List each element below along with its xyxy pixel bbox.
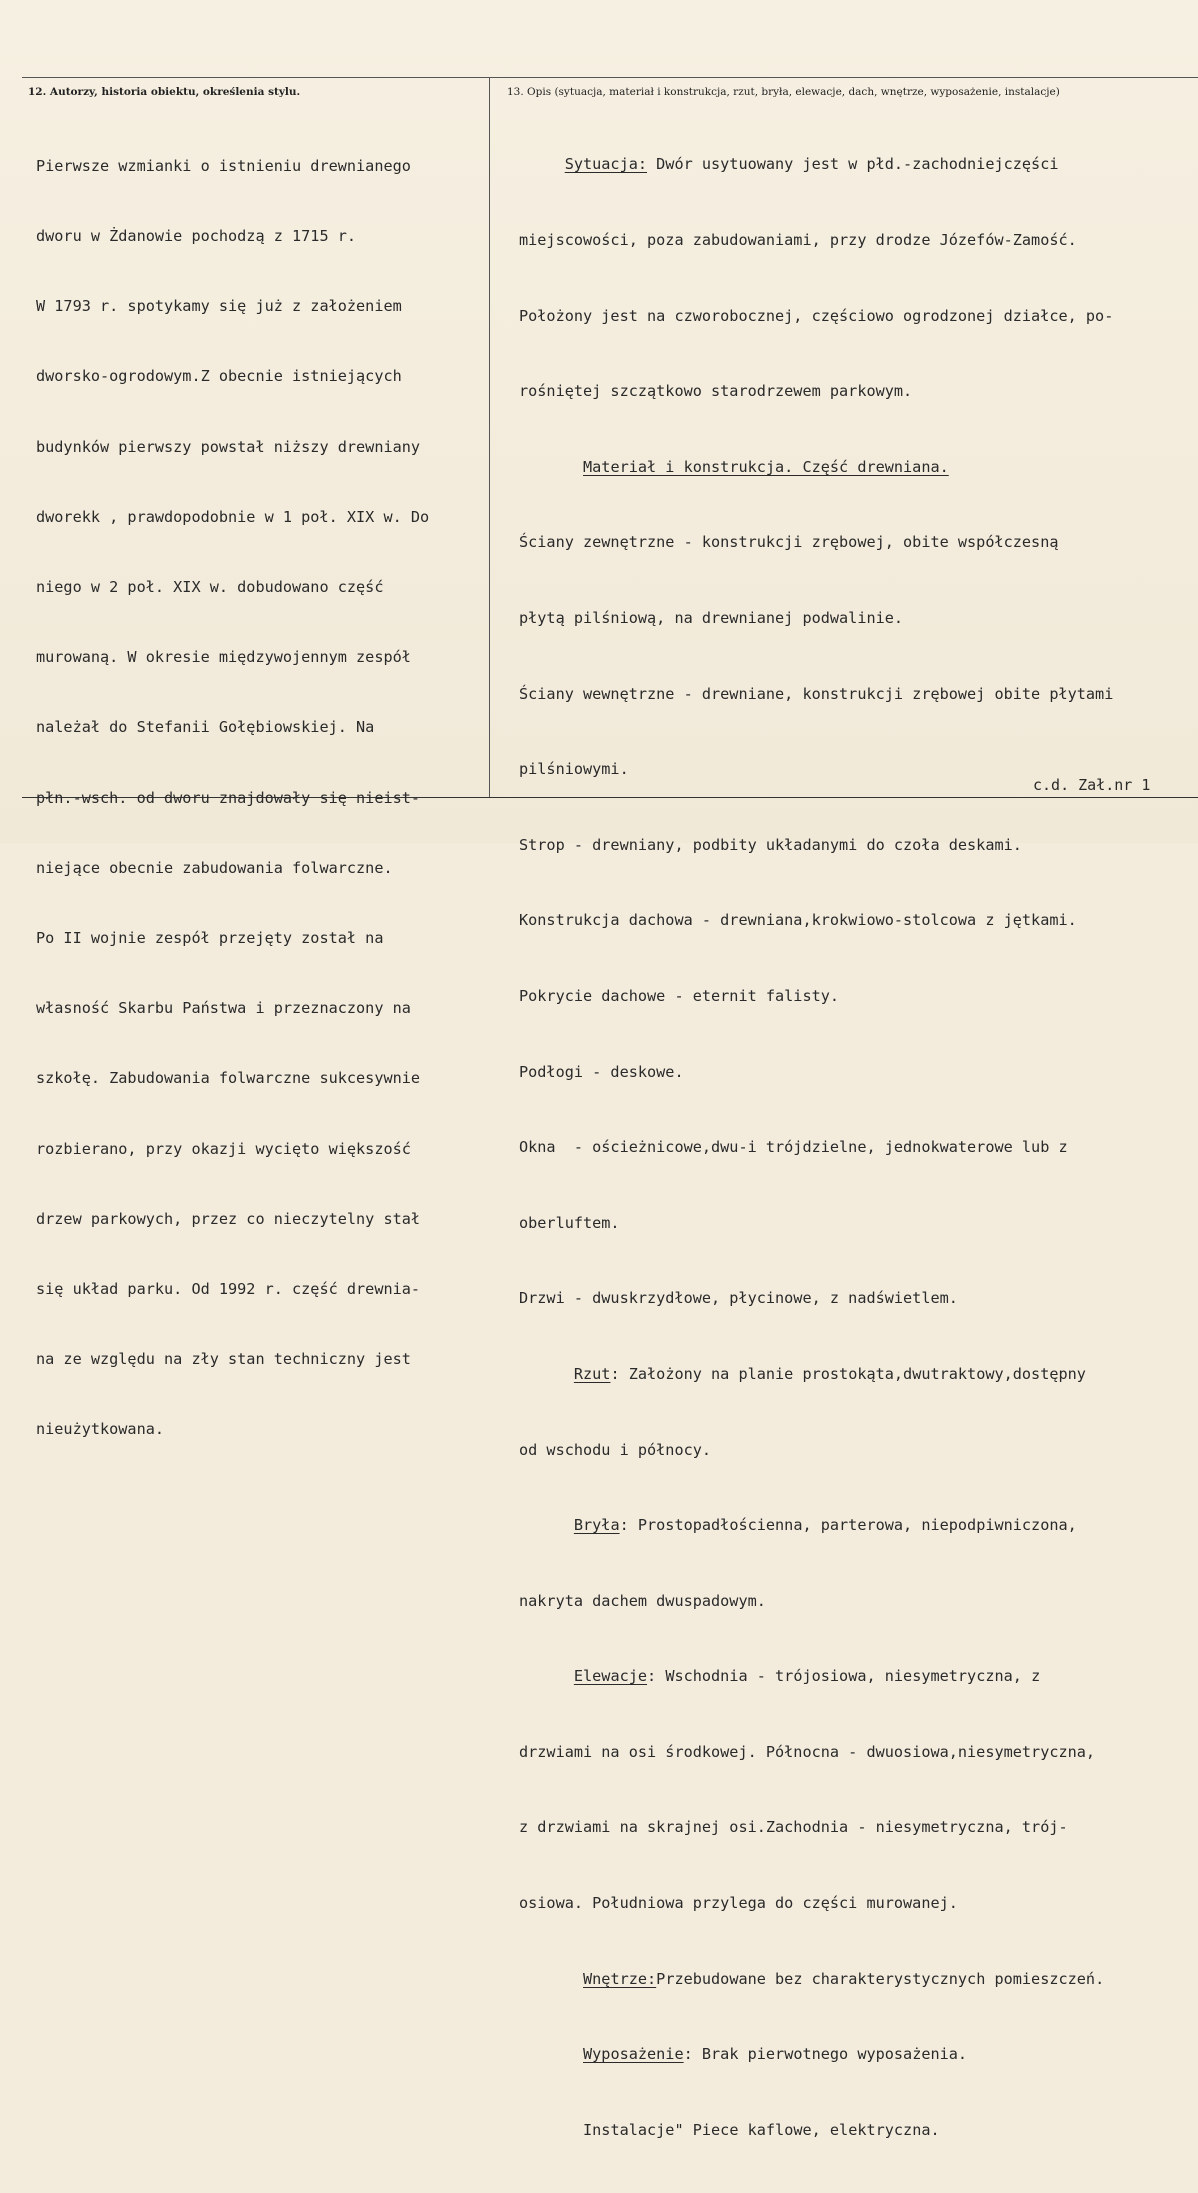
history-line: Po II wojnie zespół przejęty został na — [36, 929, 384, 948]
section-12-heading: 12. Autorzy, historia obiektu, określenia stylu. — [28, 86, 301, 98]
instalacje-line: Instalacje" Piece kaflowe, elektryczna. — [583, 2120, 940, 2139]
bryla-label: Bryła — [573, 1516, 620, 1535]
rzut-line: Rzut: Założony na planie prostokąta,dwutraktowy,dostępny — [573, 1364, 1086, 1383]
history-line: dworekk , prawdopodobnie w 1 poł. XIX w. Do — [36, 507, 430, 526]
sytuacja-line: Sytuacja: Dwór usytuowany jest w płd.-zachodniejczęści — [564, 155, 1059, 174]
sytuacja-line: miejscowości, poza zabudowaniami, przy drodze Józefów-Zamość. — [519, 231, 1077, 249]
history-line: niego w 2 poł. XIX w. dobudowano część — [36, 578, 384, 597]
wyposazenie-line: Wyposażenie: Brak pierwotnego wyposażenia. — [583, 2045, 968, 2064]
material-line: Konstrukcja dachowa - drewniana,krokwiowo-stolcowa z jętkami. — [519, 911, 1077, 930]
column-divider — [489, 78, 490, 797]
elewacje-line: Elewacje: Wschodnia - trójosiowa, niesymetryczna, z — [573, 1667, 1041, 1686]
sytuacja-line: Położony jest na czworobocznej, częściowo ogrodzonej działce, po- — [519, 306, 1114, 325]
history-line: murowaną. W okresie międzywojennym zespół — [36, 648, 411, 667]
material-line: Ściany wewnętrzne - drewniane, konstrukcji zrębowej obite płytami — [519, 684, 1114, 703]
material-line: Ściany zewnętrzne - konstrukcji zrębowej, obite współczesną — [519, 533, 1059, 552]
wnetrze-label: Wnętrze: — [583, 1969, 657, 1988]
history-line: W 1793 r. spotykamy się już z założeniem — [36, 297, 402, 316]
history-line: dworsko-ogrodowym.Z obecnie istniejących — [36, 367, 402, 386]
bryla-line: nakryta dachem dwuspadowym. — [519, 1591, 766, 1610]
history-line: Pierwsze wzmianki o istnieniu drewnianego — [36, 156, 411, 175]
section-13-heading: 13. Opis (sytuacja, materiał i konstrukcja, rzut, bryła, elewacje, dach, wnętrze, wyposażenie, instalacje) — [507, 86, 1060, 98]
description-text — [519, 102, 1113, 2193]
rzut-line: od wschodu i północy. — [519, 1440, 712, 1459]
top-rule — [22, 77, 1198, 78]
material-label: Materiał i konstrukcja. Część drewniana. — [583, 457, 949, 476]
material-line: oberluftem. — [519, 1213, 620, 1232]
material-line: Drzwi - dwuskrzydłowe, płycinowe, z nadświetlem. — [519, 1289, 958, 1308]
material-line: Pokrycie dachowe - eternit falisty. — [519, 986, 840, 1005]
continuation-note: c.d. Zał.nr 1 — [1033, 776, 1151, 794]
history-line: na ze względu na zły stan techniczny jest — [36, 1350, 411, 1369]
material-line: płytą pilśniową, na drewnianej podwalinie. — [519, 608, 904, 627]
wnetrze-line: Wnętrze:Przebudowane bez charakterystycznych pomieszczeń. — [583, 1969, 1105, 1988]
history-line: własność Skarbu Państwa i przeznaczony na — [36, 999, 411, 1018]
history-text — [36, 108, 429, 1489]
history-line: niejące obecnie zabudowania folwarczne. — [36, 858, 393, 877]
elewacje-line: drzwiami na osi środkowej. Północna - dwuosiowa,niesymetryczna, — [519, 1742, 1096, 1761]
history-line: drzew parkowych, przez co nieczytelny stał — [36, 1209, 421, 1228]
wyposazenie-label: Wyposażenie — [583, 2045, 684, 2064]
material-line: Strop - drewniany, podbity układanymi do czoła deskami. — [519, 835, 1022, 854]
material-line: Okna - ościeżnicowe,dwu-i trójdzielne, jednokwaterowe lub z — [519, 1138, 1068, 1157]
history-line: rozbierano, przy okazji wycięto większość — [36, 1139, 411, 1158]
material-line: Podłogi - deskowe. — [519, 1062, 684, 1081]
history-line: płn.-wsch. od dworu znajdowały się nieist- — [36, 788, 421, 807]
elewacje-line: osiowa. Południowa przylega do części murowanej. — [519, 1894, 958, 1913]
rzut-label: Rzut — [573, 1364, 611, 1383]
instalacje-label: Instalacje" — [583, 2120, 684, 2139]
bryla-line: Bryła: Prostopadłościenna, parterowa, niepodpiwniczona, — [573, 1516, 1077, 1535]
sytuacja-label: Sytuacja: — [564, 155, 648, 174]
elewacje-line: z drzwiami na skrajnej osi.Zachodnia - niesymetryczna, trój- — [519, 1818, 1068, 1837]
elewacje-label: Elewacje — [573, 1667, 648, 1686]
material-heading-line — [519, 455, 1113, 480]
sytuacja-line: rośniętej szczątkowo starodrzewem parkowym. — [519, 382, 913, 401]
history-line: nieużytkowana. — [36, 1420, 165, 1439]
history-line: dworu w Żdanowie pochodzą z 1715 r. — [36, 227, 357, 246]
history-line: należał do Stefanii Gołębiowskiej. Na — [36, 718, 375, 737]
material-line: pilśniowymi. — [519, 760, 629, 779]
history-line: budynków pierwszy powstał niższy drewniany — [36, 437, 421, 456]
history-line: szkołę. Zabudowania folwarczne sukcesywnie — [36, 1069, 421, 1088]
history-line: się układ parku. Od 1992 r. część drewnia- — [36, 1280, 421, 1299]
